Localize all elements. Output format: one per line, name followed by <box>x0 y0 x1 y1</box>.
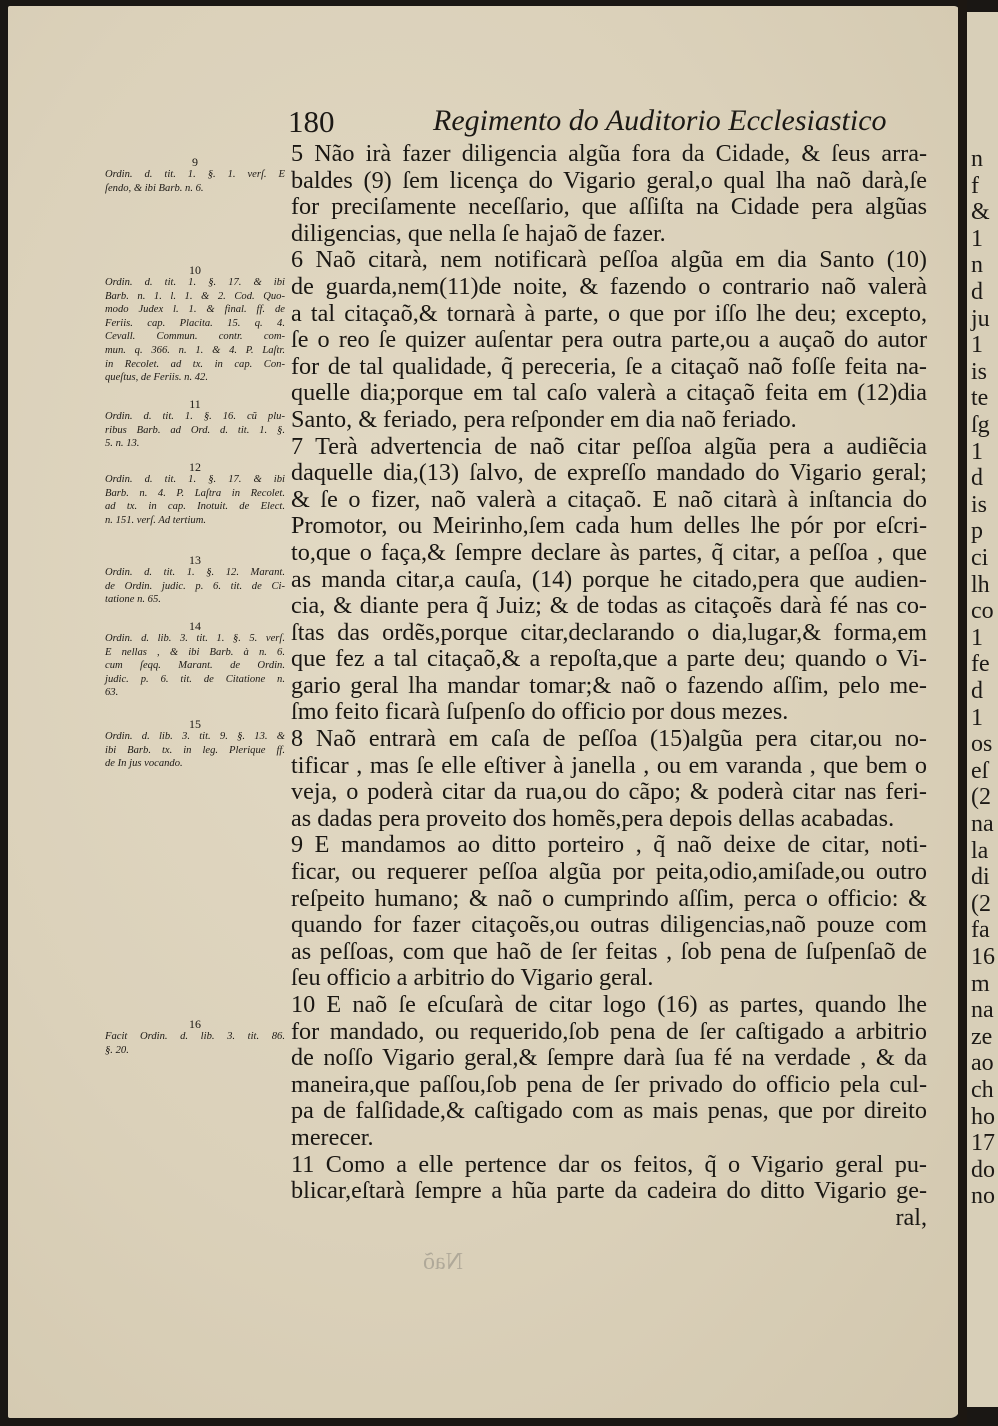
margin-note <box>105 264 285 385</box>
text-line: Promotor, ou Meirinho,ſem cada hum delles lhe pór por eſcri- <box>291 512 927 540</box>
text-line: gario geral lha mandar tomar;& naõ o fazendo aſſim, pelo me- <box>291 671 927 699</box>
page-number: 180 <box>288 104 335 139</box>
text-line: ſe o reo ſe quizer auſentar pera outra parte,ou a auçaõ do autor <box>291 326 927 354</box>
text-line: quando for fazer citaçoẽs,ou outras diligencias,naõ pouze com <box>291 911 927 939</box>
facing-page-fragment: 17 <box>971 1130 995 1157</box>
facing-page-edge <box>967 12 998 1407</box>
text-line: maneira,que paſſou,ſob pena de ſer privado do officio pela cul- <box>291 1070 927 1098</box>
facing-page-fragment: f <box>971 172 979 199</box>
text-line: pa de falſidade,& caſtigado com as mais penas, que por direito <box>291 1097 927 1125</box>
facing-page-fragment: ze <box>971 1023 993 1050</box>
facing-page-fragment: co <box>971 598 994 625</box>
facing-page-fragment: ſg <box>971 412 990 438</box>
text-line: for de tal qualidade, q̃ pereceria, ſe a citaçaõ naõ foſſe feita na- <box>291 352 927 380</box>
main-text-column <box>291 141 927 1231</box>
margin-note-number: 16 <box>189 1017 201 1031</box>
text-line: as manda citar,a cauſa, (14) porque he citado,pera que audien- <box>291 565 927 593</box>
margin-note-line: Barb. n. 4. P. Laſtra in Recolet. <box>105 487 285 499</box>
margin-note-number: 10 <box>189 263 201 277</box>
margin-note-line: de Ordin. judic. p. 6. tit. de Ci- <box>105 580 285 592</box>
margin-note-line: Ordin. d. tit. 1. §. 16. cũ plu- <box>105 411 285 422</box>
facing-page-fragment: te <box>971 385 989 412</box>
text-line: for mandado, ou requerido,ſob pena de ſer caſtigado a arbitrio <box>291 1017 927 1045</box>
margin-note-line: ſendo, & ibi Barb. n. 6. <box>105 182 204 194</box>
margin-note-line: Ordin. d. lib. 3. tit. 9. §. 13. & <box>105 731 285 742</box>
text-line: 10 E naõ ſe eſcuſarà de citar logo (16) as partes, quando lhe <box>291 991 927 1018</box>
margin-note-number: 13 <box>189 553 201 567</box>
margin-note-line: in Recolet. ad tx. in cap. Con- <box>105 358 285 370</box>
text-line: 6 Naõ citarà, nem notificarà peſſoa algũa em dia Santo (10) <box>291 246 927 274</box>
text-line: 9 E mandamos ao ditto porteiro , q̃ naõ deixe de citar, noti- <box>291 831 927 859</box>
facing-page-fragment: ch <box>971 1077 994 1103</box>
text-line: Santo, & feriado, pera reſponder em dia naõ feriado. <box>291 405 797 433</box>
margin-note-line: tatione n. 65. <box>105 594 161 606</box>
margin-note-line: ribus Barb. ad Ord. d. tit. 1. §. <box>105 424 285 436</box>
text-line: baldes (9) ſem licença do Vigario geral,o qual lha naõ darà,ſe <box>291 166 927 194</box>
facing-page-fragment: is <box>971 358 988 385</box>
facing-page-fragment: 1 <box>971 704 983 731</box>
text-line: a tal citaçaõ,& tornarà à parte, o que por iſſo lhe deu; excepto, <box>291 299 927 327</box>
facing-page-fragment: ci <box>971 545 989 571</box>
text-line: reſpeito humano; & naõ o cumprindo aſſim, perca o officio: & <box>291 884 927 912</box>
text-line: ſmo feito ficarà ſuſpenſo do officio por dous mezes. <box>291 698 789 726</box>
running-title: Regimento do Auditorio Ecclesiastico <box>433 104 887 137</box>
text-line: 7 Terà advertencia de naõ citar peſſoa algũa pera a audiẽcia <box>291 432 927 460</box>
text-line: ficar, ou requerer peſſoa algũa por peita,odio,amiſade,ou outro <box>291 858 927 886</box>
facing-page-fragment: 16 <box>971 944 995 970</box>
facing-page-fragment: fe <box>971 651 990 678</box>
margin-note <box>105 718 285 771</box>
page-header <box>288 104 928 144</box>
margin-note <box>105 398 285 451</box>
facing-page-fragment: (2 <box>971 784 991 811</box>
book-page <box>8 6 960 1418</box>
margin-note-line: mun. q. 366. n. 1. & 4. P. Laſtr. <box>105 344 285 356</box>
margin-note-line: ad tx. in cap. Inotuit. de Elect. <box>105 501 285 513</box>
margin-note-line: Facit Ordin. d. lib. 3. tit. 86. <box>105 1031 285 1042</box>
margin-note-line: Barb. n. 1. l. 1. & 2. Cod. Quo- <box>105 290 285 302</box>
facing-page-fragment: is <box>971 491 988 518</box>
facing-page-fragment: na <box>971 997 994 1024</box>
margin-note-line: ibi Barb. tx. in leg. Plerique ff. <box>105 744 285 756</box>
text-line: 11 Como a elle pertence dar os feitos, q̃ o Vigario geral pu- <box>291 1150 927 1178</box>
margin-note-line: Ordin. d. tit. 1. §. 12. Marant. <box>105 567 285 578</box>
text-line: daquelle dia,(13) ſalvo, de expreſſo mandado do Vigario geral; <box>291 459 927 487</box>
facing-page-fragment: p <box>971 518 983 545</box>
margin-note <box>105 461 285 527</box>
text-line: veja, o poderà citar da rua,ou do cãpo; & poderà citar nas feri- <box>291 778 927 806</box>
text-line: tificar , mas ſe elle eſtiver à janella , ou em varanda , que bem o <box>291 751 927 779</box>
facing-page-fragment: ju <box>971 305 990 332</box>
margin-note-line: cum ſeqq. Marant. de Ordin. <box>105 660 285 672</box>
margin-note-line: de In jus vocando. <box>105 758 183 770</box>
facing-page-fragment: na <box>971 811 994 837</box>
margin-note <box>105 1018 285 1057</box>
book-gutter <box>958 0 967 1426</box>
text-line: 5 Não irà fazer diligencia algũa fora da Cidade, & ſeus arra- <box>291 140 927 167</box>
facing-page-fragment: (2 <box>971 890 991 917</box>
margin-note-line: Ordin. d. lib. 3. tit. 1. §. 5. verſ. <box>105 633 285 644</box>
margin-note-number: 9 <box>192 155 198 169</box>
text-line: 8 Naõ entrarà em caſa de peſſoa (15)algũa pera citar,ou no- <box>291 725 927 753</box>
margin-note-line: Feriis. cap. Placita. 15. q. 4. <box>105 317 285 329</box>
margin-note-line: 5. n. 13. <box>105 438 140 450</box>
text-line: de noſſo Vigario geral,& ſempre darà ſua fé na verdade , & da <box>291 1044 927 1072</box>
margin-note-line: judic. p. 6. tit. de Citatione n. <box>105 673 285 685</box>
margin-note-number: 14 <box>189 619 201 633</box>
facing-page-fragment: 1 <box>971 225 983 252</box>
facing-page-fragment: ho <box>971 1103 995 1130</box>
text-line: as dadas pera proveito dos homẽs,pera depois dellas acabadas. <box>291 804 895 832</box>
facing-page-fragment: d <box>971 678 983 704</box>
text-line: blicar,eſtarà ſempre a hũa parte da cadeira do ditto Vigario ge- <box>291 1177 927 1205</box>
margin-note-line: Cevall. Commun. contr. com- <box>105 331 285 343</box>
facing-page-fragment: d <box>971 465 983 492</box>
margin-note-line: Ordin. d. tit. 1. §. 17. & ibi <box>105 277 285 288</box>
margin-note-number: 15 <box>189 717 201 731</box>
facing-page-fragment: 1 <box>971 624 983 651</box>
margin-note-number: 11 <box>189 397 201 411</box>
text-line: de guarda,nem(11)de noite, & fazendo o contrario naõ valerà <box>291 272 927 300</box>
margin-note <box>105 156 285 195</box>
facing-page-fragment: n <box>971 146 983 172</box>
facing-page-fragment: di <box>971 864 990 891</box>
margin-note-line: modo Judex l. 1. & final. ff. de <box>105 304 285 316</box>
text-line: to,que o faça,& ſempre declare às partes, q̃ citar, a peſſoa , que <box>291 538 927 566</box>
facing-page-fragment: n <box>971 252 983 279</box>
facing-page-fragment: m <box>971 970 990 997</box>
text-line: que fez a tal citaçaõ,& a repoſta,que a parte deu; quando o Vi- <box>291 645 927 673</box>
margin-note-line: Ordin. d. tit. 1. §. 1. verſ. E <box>105 169 285 180</box>
facing-page-fragment: la <box>971 837 989 864</box>
text-line: diligencias, que nella ſe hajaõ de fazer. <box>291 219 666 247</box>
text-line: ſtas das ordẽs,porque citar,declarando o dia,lugar,& forma,em <box>291 618 927 646</box>
text-line: & ſe o fizer, naõ valerà a citaçaõ. E naõ citarà à inſtancia do <box>291 485 927 513</box>
facing-page-fragment: os <box>971 731 993 758</box>
facing-page-fragment: 1 <box>971 332 983 359</box>
facing-page-fragment: d <box>971 279 983 305</box>
margin-note <box>105 620 285 700</box>
margin-note-line: 63. <box>105 687 119 699</box>
text-line: as peſſoas, com que haõ de ſer feitas , ſob pena de ſuſpenſaõ de <box>291 937 927 965</box>
facing-page-fragment: 1 <box>971 438 983 465</box>
facing-page-fragment: no <box>971 1183 995 1210</box>
margin-note-line: §. 20. <box>105 1044 129 1056</box>
margin-note-line: queſtus, de Feriis. n. 42. <box>105 372 208 384</box>
facing-page-fragment: fa <box>971 917 990 944</box>
show-through-text: Naõ <box>423 1249 463 1275</box>
margin-note-line: E nellas , & ibi Barb. à n. 6. <box>105 646 285 658</box>
facing-page-fragment: ao <box>971 1050 994 1077</box>
margin-note-line: n. 151. verſ. Ad tertium. <box>105 514 207 526</box>
text-line: for preciſamente neceſſario, que aſſiſta na Cidade pera algũas <box>291 193 927 221</box>
text-line: cia, & diante pera q̃ Juiz; & de todas as citaçoẽs darà fé nas co- <box>291 592 927 620</box>
facing-page-fragment: eſ <box>971 757 989 784</box>
text-line: ral, <box>895 1203 927 1231</box>
margin-note <box>105 554 285 607</box>
facing-page-fragment: lh <box>971 571 990 598</box>
margin-note-line: Ordin. d. tit. 1. §. 17. & ibi <box>105 474 285 485</box>
facing-page-fragment: do <box>971 1156 995 1183</box>
facing-page-fragment: & <box>971 199 990 226</box>
text-line: ſeu officio a arbitrio do Vigario geral. <box>291 964 654 992</box>
text-line: quelle dia;porque em tal caſo valerà a citaçaõ feita em (12)dia <box>291 379 927 407</box>
margin-note-number: 12 <box>189 460 201 474</box>
text-line: merecer. <box>291 1123 374 1151</box>
